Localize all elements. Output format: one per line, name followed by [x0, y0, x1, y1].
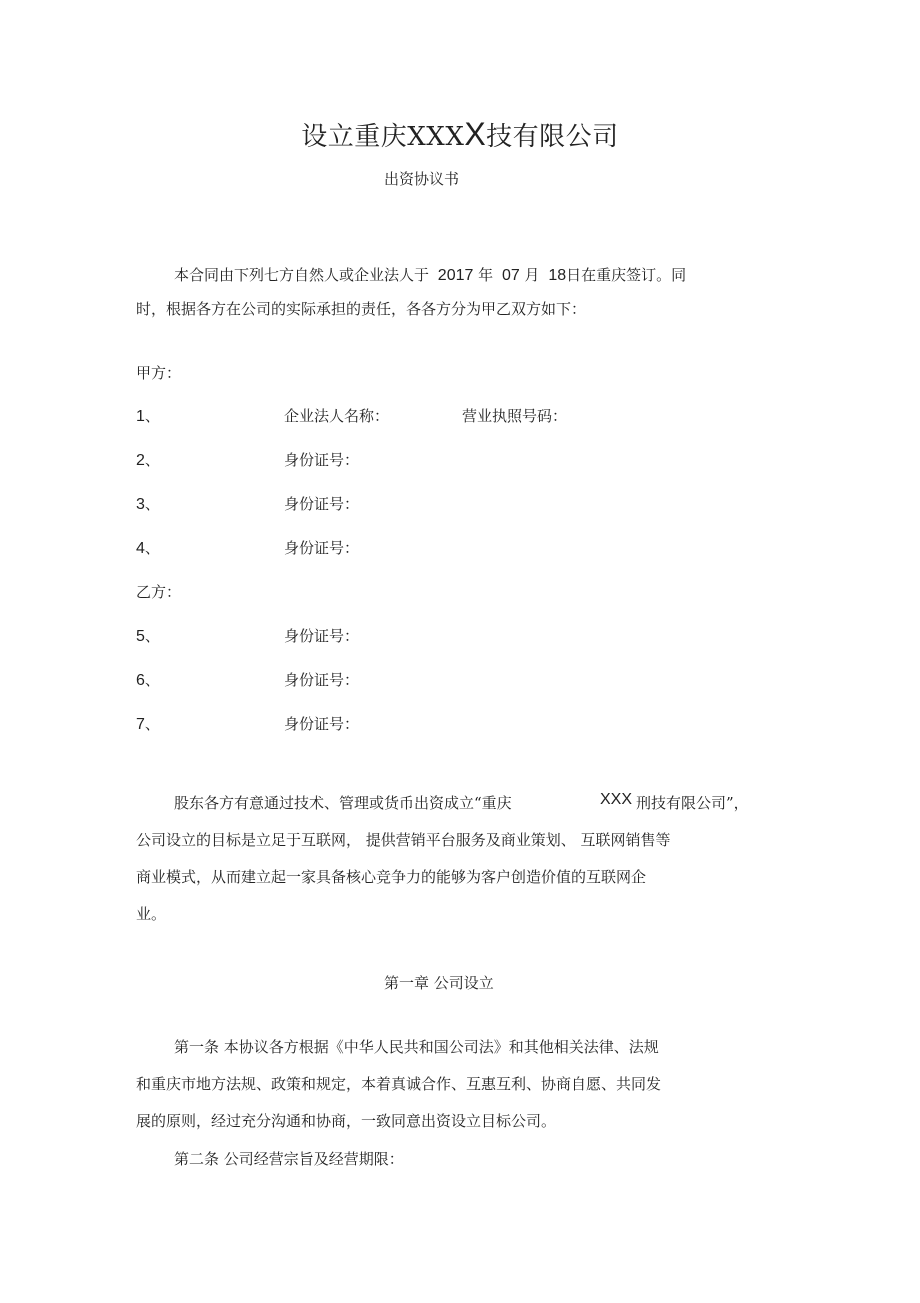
intro-year: 2017 [437, 267, 474, 284]
row-separator: 、 [144, 715, 160, 733]
row-separator: 、 [144, 451, 160, 469]
purpose-line-1a: 股东各方有意通过技术、管理或货币出资成立“重庆 [174, 794, 512, 812]
purpose-line-3: 商业模式，从而建立起一家具备核心竞争力的能够为客户创造价值的互联网企 [136, 868, 647, 886]
row-separator: 、 [144, 495, 160, 513]
title-suffix: 技有限公司 [486, 122, 619, 152]
row-separator: 、 [144, 627, 160, 645]
row-separator: 、 [144, 407, 160, 425]
id-number-label: 身份证号： [284, 495, 360, 513]
id-number-label: 身份证号： [284, 627, 360, 645]
document-subtitle: 出资协议书 [384, 170, 460, 188]
chapter-1-heading: 第一章 公司设立 [384, 974, 494, 992]
enterprise-name-label: 企业法人名称： [284, 407, 390, 425]
row-number: 7 [136, 716, 145, 733]
title-prefix: 设立重庆XXX [301, 122, 465, 152]
id-number-label: 身份证号： [284, 715, 360, 733]
row-separator: 、 [144, 671, 160, 689]
row-number: 5 [136, 628, 145, 645]
row-number: 4 [136, 540, 145, 557]
article-1-line-2: 和重庆市地方法规、政策和规定，本着真诚合作、互惠互利、协商自愿、共同发 [136, 1075, 662, 1093]
intro-line-2: 时，根据各方在公司的实际承担的责任，各各方分为甲乙双方如下： [136, 300, 587, 318]
purpose-line-4: 业。 [136, 905, 167, 923]
party-b-heading: 乙方： [136, 583, 182, 601]
intro-month-unit: 月 [524, 266, 540, 284]
row-number: 3 [136, 496, 145, 513]
party-b-row-5 [136, 625, 160, 646]
party-b-row-6 [136, 669, 160, 690]
row-number: 2 [136, 452, 145, 469]
row-number: 1 [136, 408, 145, 425]
party-b-row-7 [136, 713, 160, 734]
intro-text-b: 日在重庆签订。同 [566, 266, 687, 284]
id-number-label: 身份证号： [284, 671, 360, 689]
party-a-row-3 [136, 493, 160, 514]
license-number-label: 营业执照号码： [462, 407, 568, 425]
row-number: 6 [136, 672, 145, 689]
intro-text-a: 本合同由下列七方自然人或企业法人于 [174, 266, 430, 284]
id-number-label: 身份证号： [284, 451, 360, 469]
party-a-heading: 甲方： [136, 364, 182, 382]
intro-month: 07 [501, 267, 520, 284]
document-title [0, 116, 920, 153]
party-a-row-1 [136, 405, 160, 426]
purpose-line-2: 公司设立的目标是立足于互联网， 提供营销平台服务及商业策划、 互联网销售等 [136, 831, 671, 849]
party-a-row-4 [136, 537, 160, 558]
purpose-company-xxx: XXX [600, 791, 633, 808]
intro-line-1 [174, 264, 686, 285]
party-a-row-2 [136, 449, 160, 470]
intro-day: 18 [548, 267, 567, 284]
article-1-line-3: 展的原则，经过充分沟通和协商，一致同意出资设立目标公司。 [136, 1112, 557, 1130]
title-x: X [464, 116, 487, 152]
row-separator: 、 [144, 539, 160, 557]
purpose-line-1c: 刑技有限公司”， [636, 794, 749, 812]
id-number-label: 身份证号： [284, 539, 360, 557]
intro-year-unit: 年 [478, 266, 494, 284]
article-2-line-1: 第二条 公司经营宗旨及经营期限： [174, 1150, 404, 1168]
article-1-line-1: 第一条 本协议各方根据《中华人民共和国公司法》和其他相关法律、法规 [174, 1038, 659, 1056]
